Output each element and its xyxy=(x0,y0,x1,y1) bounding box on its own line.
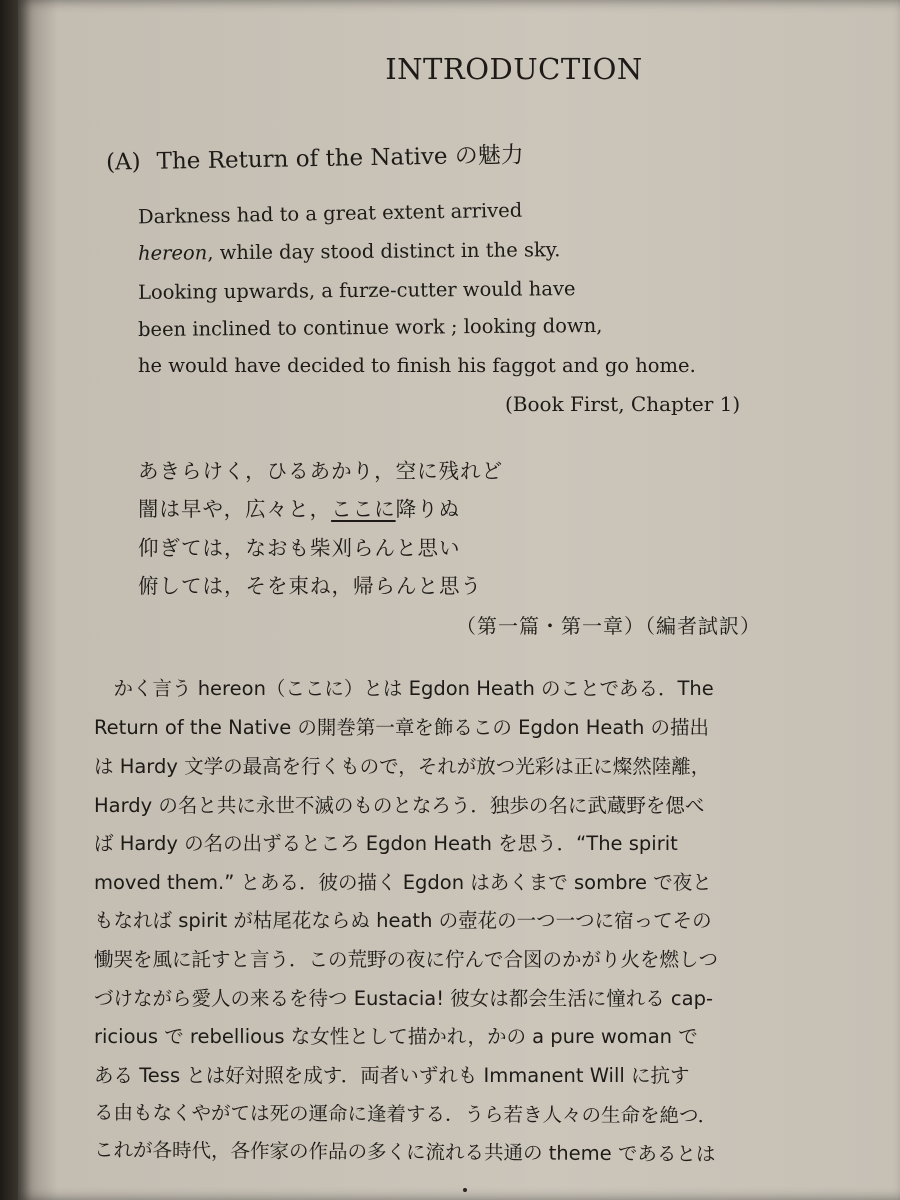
verse-en-line-5: he would have decided to finish his faggot and go home. xyxy=(138,354,696,377)
paragraph-line: もなれば spirit が枯尾花ならぬ heath の壺花の一つ一つに宿ってその xyxy=(94,909,712,932)
paragraph-line: は Hardy 文学の最高を行くもので，それが放つ光彩は正に燦然陸離， xyxy=(94,755,711,778)
paragraph-line: ricious で rebellious な女性として描かれ，かの a pure woman で xyxy=(94,1025,698,1048)
paragraph-line: 慟哭を風に託すと言う．この荒野の夜に佇んで合図のかがり火を燃しつ xyxy=(94,948,719,971)
verse-en-line-2 xyxy=(138,238,561,265)
book-spine-shadow xyxy=(0,0,18,1200)
verse-ja-line-3: 仰ぎては，なおも柴刈らんと思い xyxy=(138,536,461,560)
page-speck xyxy=(463,1188,467,1192)
paragraph-line: Hardy の名と共に永世不滅のものとなろう．独歩の名に武蔵野を偲べ xyxy=(94,794,705,817)
paragraph-line: ば Hardy の名の出ずるところ Egdon Heath を思う．“The spirit xyxy=(94,832,678,855)
paragraph-line: これが各時代，各作家の作品の多くに流れる共通の theme であるとは xyxy=(93,1138,716,1166)
paragraph-line: Return of the Native の開巻第一章を飾るこの Egdon Heath の描出 xyxy=(94,716,710,739)
section-mark: (A) xyxy=(105,149,141,176)
paragraph-line: moved them.” とある．彼の描く Egdon はあくまで sombre で夜と xyxy=(94,871,712,894)
paragraph-line: ある Tess とは好対照を成す．両者いずれも Immanent Will に抗す xyxy=(94,1064,690,1087)
underlined-phrase: ここに xyxy=(331,497,396,521)
verse-en-line-2-rest: , while day stood distinct in the sky. xyxy=(207,238,561,265)
paragraph-line: づけながら愛人の来るを待つ Eustacia! 彼女は都会生活に憧れる cap- xyxy=(94,987,714,1010)
verse-en-line-1: Darkness had to a great extent arrived xyxy=(137,198,523,229)
section-title: The Return of the Native の魅力 xyxy=(156,142,524,175)
verse-ja-citation: （第一篇・第一章）（編者試訳） xyxy=(456,614,761,638)
verse-en-italic-word: hereon xyxy=(137,241,208,265)
verse-citation: (Book First, Chapter 1) xyxy=(505,392,741,416)
paragraph-line: る由もなくやがては死の運命に逢着する．うら若き人々の生命を絶つ． xyxy=(93,1101,718,1128)
section-heading xyxy=(106,136,524,176)
page-title: INTRODUCTION xyxy=(385,52,643,86)
verse-en-line-4: been inclined to continue work ; looking down, xyxy=(137,313,603,342)
paragraph-line: かく言う hereon（ここに）とは Egdon Heath のことである．The xyxy=(94,677,714,700)
verse-ja-line-4: 俯しては，そを束ね，帰らんと思う xyxy=(138,574,482,598)
verse-ja-line-2: 闇は早や，広々と，ここに降りぬ xyxy=(138,497,461,521)
verse-en-line-3: Looking upwards, a furze-cutter would have xyxy=(137,277,576,304)
verse-ja-line-1: あきらけく，ひるあかり，空に残れど xyxy=(138,459,504,483)
book-page xyxy=(18,0,900,1200)
